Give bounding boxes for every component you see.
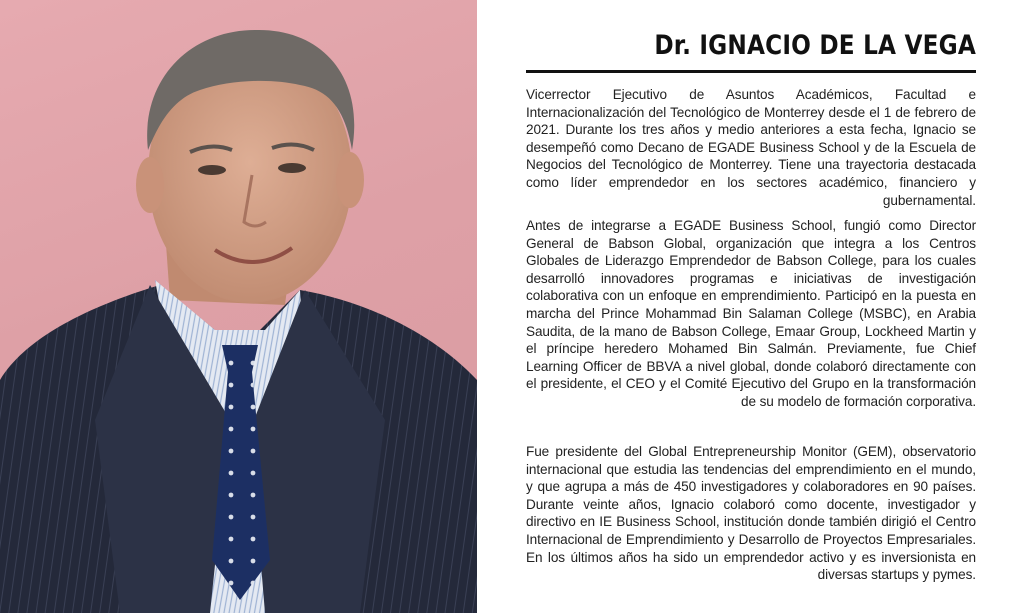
portrait-illustration [0,0,477,613]
biography-panel [526,0,976,613]
biography-paragraph-2: Antes de integrarse a EGADE Business School, fungió como Director General de Babson Global, organización que integra a los Centros Globales de Liderazgo Emprendedor de Babson College, para los cuales desarrolló innovadores programas e iniciativas de investigación colaborativa con un enfoque en emprendimiento. Participó en la puesta en marcha del Prince Mohammad Bin Salaman College (MSBC), en Arabia Saudita, de la mano de Babson College, Emaar Group, Lockheed Martin y el príncipe heredero Mohamed Bin Salmán. Previamente, fue Chief Learning Officer de BBVA a nivel global, donde colaboró directamente con el presidente, el CEO y el Comité Ejecutivo del Grupo en la transformación de su modelo de formación corporativa. [526,218,976,409]
left-eye [198,165,226,175]
right-eye [278,163,306,173]
portrait-photo [0,0,477,613]
right-ear [336,152,364,208]
person-name-title: Dr. IGNACIO DE LA VEGA [654,30,976,61]
biography-paragraph-1: Vicerrector Ejecutivo de Asuntos Académicos, Facultad e Internacionalización del Tecnológico de Monterrey desde el 1 de febrero de 2021. Durante los tres años y medio anteriores a esta fecha, Ignacio se desempeñó como Decano de EGADE Business School y de la Escuela de Negocios del Tecnológico de Monterrey. Tiene una trayectoria destacada como líder emprendedor en los sectores académico, financiero y gubernamental. [526,87,976,208]
biography-paragraph-3: Fue presidente del Global Entrepreneurship Monitor (GEM), observatorio internacional que estudia las tendencias del emprendimiento en el mundo, y que agrupa a más de 450 investigadores y colaboradores en 90 países. Durante veinte años, Ignacio colaboró como docente, investigador y directivo en IE Business School, institución donde también dirigió el Centro Internacional de Emprendimiento y Desarrollo de Proyectos Empresariales. En los últimos años ha sido un emprendedor activo y es inversionista en diversas startups y pymes. [526,444,976,583]
left-ear [136,157,164,213]
title-underline [526,70,976,73]
